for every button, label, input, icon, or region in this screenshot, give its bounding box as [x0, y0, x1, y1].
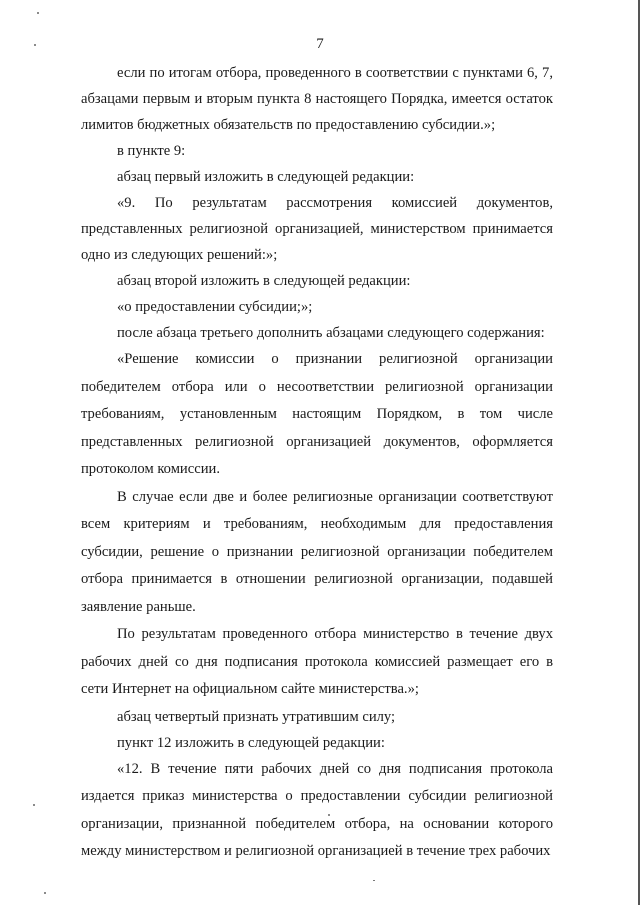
paragraph-9: В случае если две и более религиозные организации соответствуют всем критериям и требованиям, необходимым для предоставления субсидии, решение о признании религиозной организации победителем отбора принимается в отношении религиозной организации, подавшей заявление раньше.	[81, 488, 553, 615]
paragraph-10: По результатам проведенного отбора министерство в течение двух рабочих дней со дня подписания протокола комиссией размещает его в сети Интернет на официальном сайте министерства.»;	[81, 626, 553, 697]
paragraph-6: «о предоставлении субсидии;»;	[117, 299, 313, 315]
page-number: 7	[316, 36, 324, 52]
paragraph-13: «12. В течение пяти рабочих дней со дня подписания протокола издается приказ министерства о предоставлении субсидии религиозной организации, признанной победителем отбора, на основании которого между министерством и религиозной организацией в течение трех рабочих	[81, 760, 553, 859]
paragraph-12: пункт 12 изложить в следующей редакции:	[117, 734, 385, 751]
scan-speck	[373, 880, 375, 881]
scan-speck	[33, 804, 35, 806]
paragraph-4: «9. По результатам рассмотрения комиссией документов, представленных религиозной организацией, министерством принимается одно из следующих решений:»;	[81, 195, 553, 263]
scan-speck	[34, 44, 36, 46]
scan-speck	[44, 892, 46, 894]
paragraph-7: после абзаца третьего дополнить абзацами следующего содержания:	[117, 325, 545, 341]
paragraph-1: если по итогам отбора, проведенного в соответствии с пунктами 6, 7, абзацами первым и вторым пункта 8 настоящего Порядка, имеется остаток лимитов бюджетных обязательств по предоставлению субсидии.»;	[81, 65, 553, 133]
paragraph-11: абзац четвертый признать утратившим силу;	[117, 708, 396, 725]
scan-speck	[328, 814, 330, 816]
scan-speck	[37, 12, 39, 14]
paragraph-3: абзац первый изложить в следующей редакции:	[117, 169, 415, 185]
paragraph-2: в пункте 9:	[117, 143, 186, 159]
paragraph-5: абзац второй изложить в следующей редакции:	[117, 273, 411, 289]
document-body	[81, 60, 553, 866]
paragraph-8: «Решение комиссии о признании религиозной организации победителем отбора или о несоответствии религиозной организации требованиям, установленным настоящим Порядком, в том числе представленных религиозной организацией документов, оформляется протоколом комиссии.	[81, 351, 553, 477]
